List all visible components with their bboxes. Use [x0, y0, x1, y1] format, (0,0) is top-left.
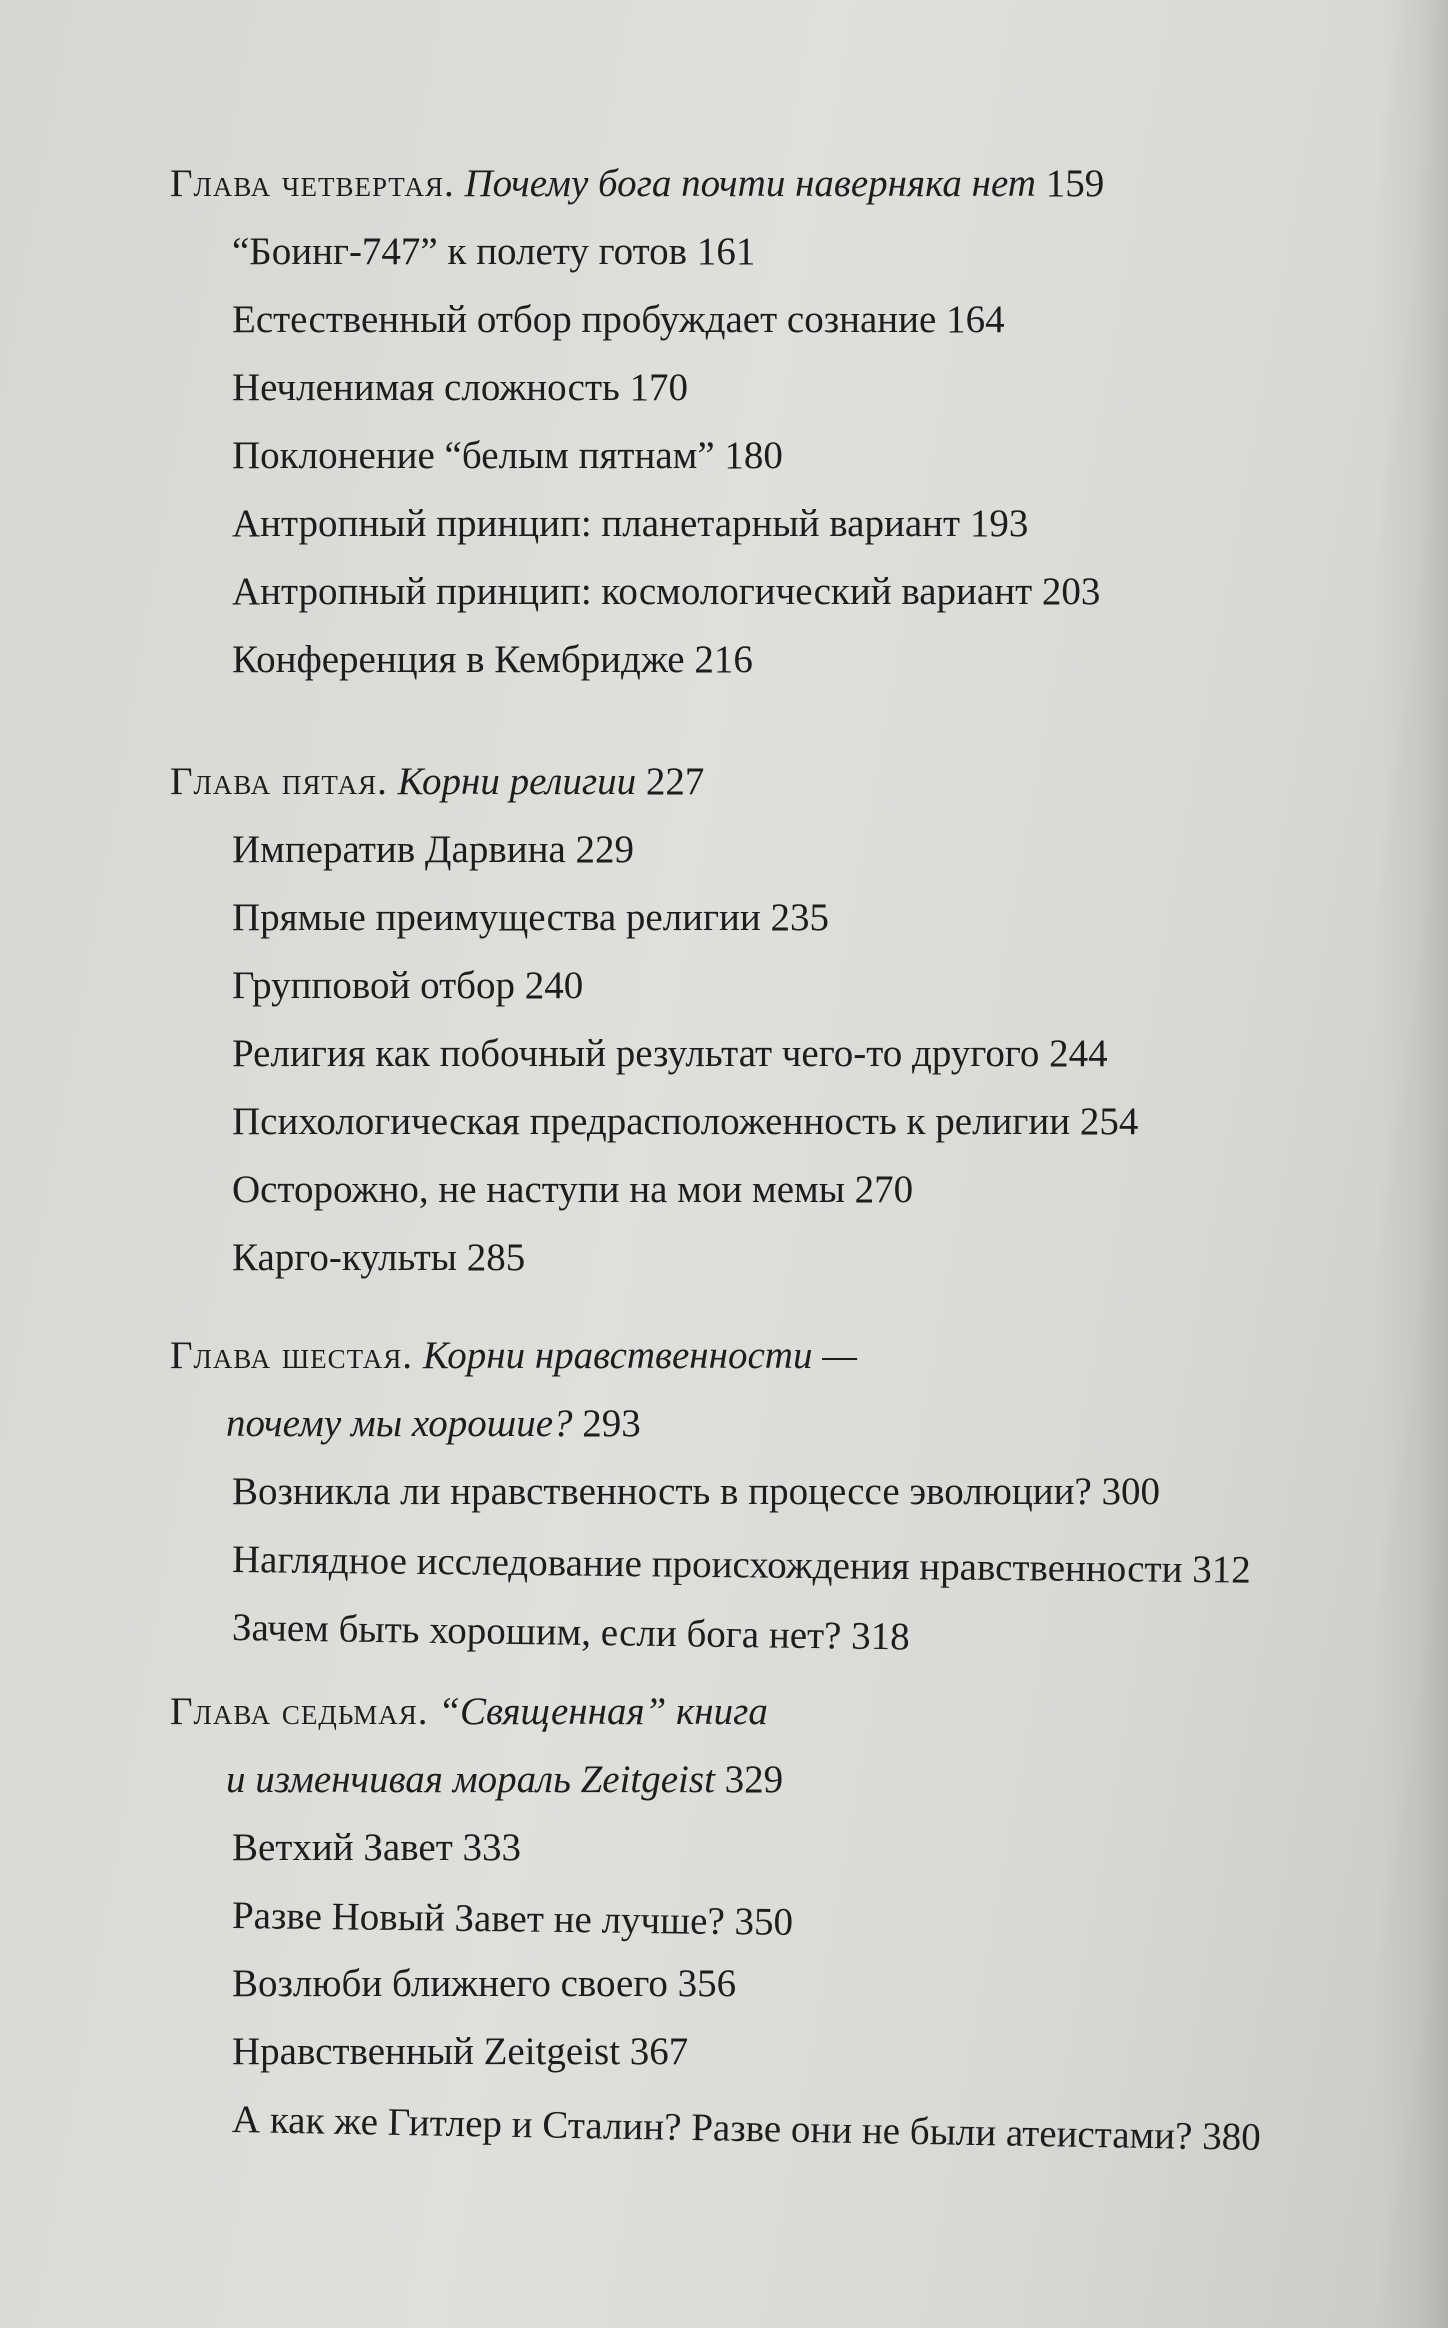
section-page-number: 193	[969, 502, 1029, 545]
section-title: Конференция в Кембридже	[232, 638, 685, 681]
chapter-title: Почему бога почти наверняка нет	[464, 162, 1036, 205]
chapter-subtitle-line	[170, 1746, 1390, 1814]
section-page-number: 380	[1201, 2114, 1262, 2159]
section-title: Прямые преимущества религии	[232, 896, 761, 939]
section-title: Антропный принцип: планетарный вариант	[232, 502, 961, 545]
section-page-number: 244	[1049, 1032, 1108, 1075]
section-title: Зачем быть хорошим, если бога нет?	[231, 1606, 842, 1658]
section-title: Нечленимая сложность	[232, 366, 620, 409]
section-list	[170, 816, 1390, 1292]
section-entry	[232, 1882, 1391, 1964]
section-page-number: 270	[854, 1168, 914, 1211]
chapter-seven	[170, 1678, 1390, 2159]
chapter-page-number: 159	[1045, 162, 1105, 205]
section-title: Разве Новый Завет не лучше?	[231, 1894, 726, 1944]
chapter-page-number: 329	[724, 1758, 784, 1801]
section-title: Психологическая предрасположенность к религии	[232, 1100, 1071, 1143]
section-page-number: 180	[724, 434, 783, 477]
section-entry	[232, 952, 1390, 1020]
section-list	[170, 1814, 1390, 2159]
section-title: Нравственный Zeitgeist	[232, 2030, 621, 2073]
section-page-number: 254	[1079, 1100, 1139, 1143]
section-title: Наглядное исследование происхождения нравственности	[231, 1538, 1183, 1591]
section-entry	[232, 1088, 1390, 1156]
section-entry	[232, 1594, 1391, 1678]
chapter-label: Глава седьмая.	[170, 1690, 429, 1733]
section-list	[170, 218, 1390, 694]
chapter-heading	[170, 748, 1390, 816]
section-entry	[231, 2086, 1390, 2174]
section-entry	[232, 2018, 1390, 2086]
section-title: Групповой отбор	[232, 964, 515, 1007]
section-entry	[232, 1020, 1390, 1088]
section-page-number: 240	[524, 964, 584, 1007]
section-title: Возникла ли нравственность в процессе эволюции?	[232, 1470, 1092, 1513]
section-title: А как же Гитлер и Сталин? Разве они не были атеистами?	[231, 2098, 1193, 2158]
chapter-label: Глава пятая.	[170, 760, 388, 803]
chapter-six	[170, 1322, 1390, 1662]
chapter-heading	[170, 1322, 1390, 1390]
section-page-number: 350	[734, 1900, 794, 1944]
section-page-number: 333	[462, 1826, 521, 1869]
section-title: Осторожно, не наступи на мои мемы	[232, 1168, 845, 1211]
section-page-number: 235	[770, 896, 830, 939]
section-title: Возлюби ближнего своего	[232, 1962, 668, 2005]
chapter-title: Корни религии	[397, 760, 637, 803]
section-title: “Боинг-747” к полету готов	[232, 230, 688, 273]
section-entry	[232, 354, 1390, 422]
section-entry	[232, 1156, 1390, 1224]
section-page-number: 285	[466, 1236, 526, 1279]
chapter-heading	[170, 150, 1390, 218]
section-title: Религия как побочный результат чего-то другого	[232, 1032, 1040, 1075]
section-page-number: 203	[1041, 570, 1101, 613]
section-entry	[232, 1458, 1390, 1526]
section-page-number: 229	[575, 828, 635, 871]
section-title: Естественный отбор пробуждает сознание	[232, 298, 937, 341]
section-page-number: 164	[946, 298, 1005, 341]
section-entry	[232, 558, 1390, 626]
section-page-number: 216	[694, 638, 753, 681]
section-entry	[232, 218, 1390, 286]
section-page-number: 318	[850, 1614, 910, 1659]
section-entry	[232, 1526, 1391, 1606]
chapter-subtitle-line	[170, 1390, 1390, 1458]
table-of-contents	[170, 150, 1390, 2182]
section-entry	[232, 816, 1390, 884]
chapter-page-number: 293	[582, 1402, 641, 1445]
section-page-number: 161	[696, 230, 756, 273]
section-title: Антропный принцип: космологический вариант	[232, 570, 1033, 613]
chapter-heading	[170, 1678, 1390, 1746]
section-title: Императив Дарвина	[232, 828, 566, 871]
section-entry	[232, 1814, 1390, 1882]
section-title: Ветхий Завет	[232, 1826, 453, 1869]
section-entry	[232, 626, 1390, 694]
chapter-subtitle: и изменчивая мораль Zeitgeist	[226, 1758, 715, 1801]
section-title: Карго-культы	[232, 1236, 458, 1279]
section-entry	[232, 1224, 1390, 1292]
chapter-subtitle: почему мы хорошие?	[226, 1402, 573, 1445]
section-entry	[232, 422, 1390, 490]
chapter-page-number: 227	[645, 760, 705, 803]
section-entry	[232, 286, 1390, 354]
chapter-title: “Священная” книга	[438, 1690, 768, 1733]
chapter-label: Глава шестая.	[170, 1334, 414, 1377]
chapter-four	[170, 150, 1390, 694]
section-page-number: 170	[629, 366, 689, 409]
chapter-title: Корни нравственности —	[422, 1334, 857, 1377]
section-page-number: 367	[629, 2030, 689, 2073]
section-page-number: 356	[677, 1962, 737, 2005]
section-list	[170, 1458, 1390, 1662]
section-title: Поклонение “белым пятнам”	[232, 434, 715, 477]
chapter-five	[170, 748, 1390, 1292]
section-page-number: 312	[1191, 1548, 1251, 1592]
section-entry	[232, 884, 1390, 952]
section-page-number: 300	[1101, 1470, 1161, 1513]
section-entry	[232, 490, 1390, 558]
chapter-label: Глава четвертая.	[170, 162, 455, 205]
